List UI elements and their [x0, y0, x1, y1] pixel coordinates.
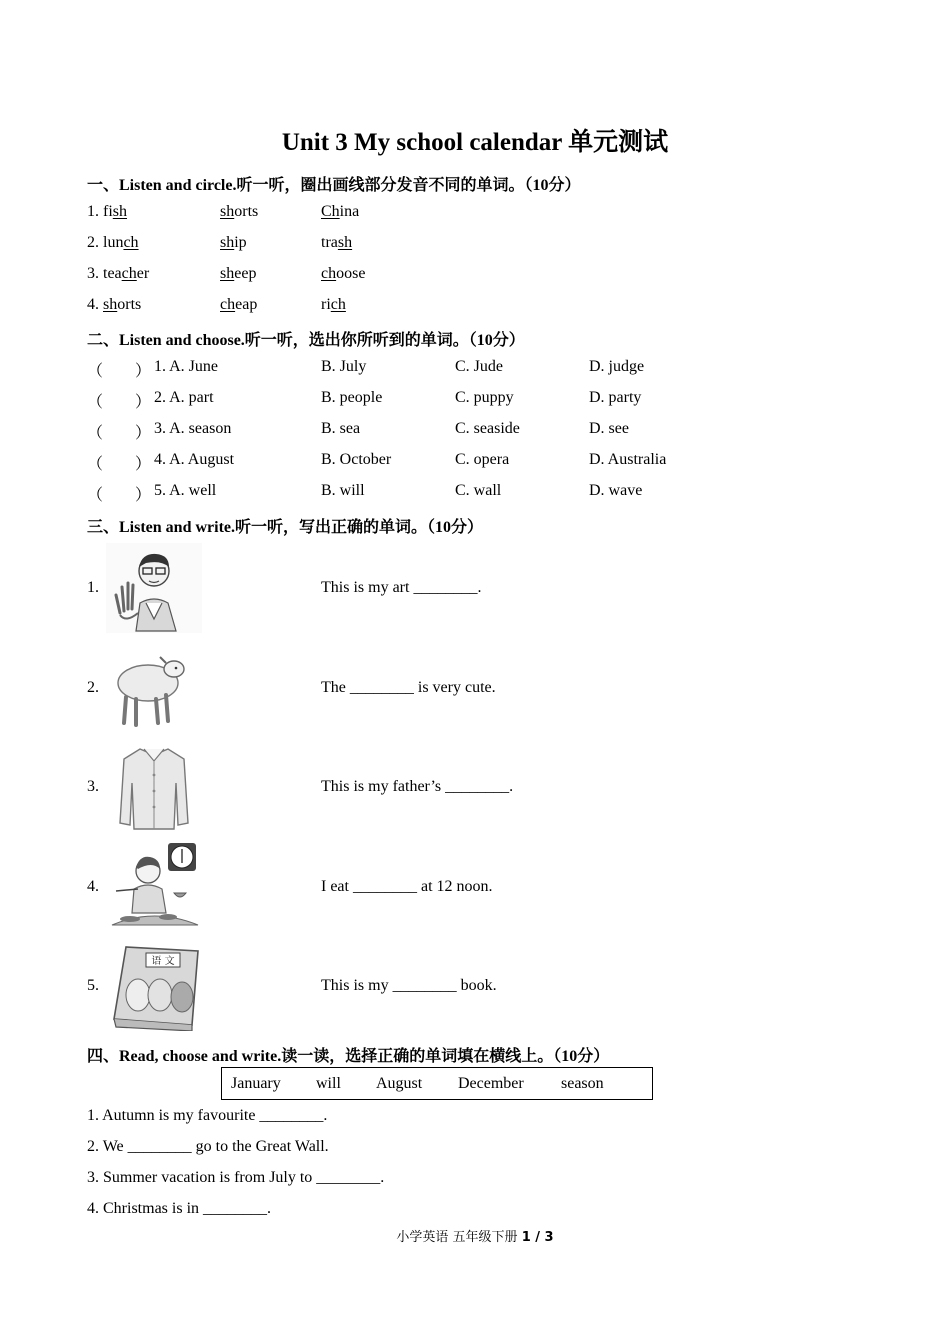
word-option	[321, 203, 359, 221]
option-b: B. July	[321, 358, 367, 375]
item-number: 3.	[87, 778, 99, 795]
answer-bracket: （ ）	[87, 487, 152, 504]
teacher-picture	[106, 543, 202, 633]
option-d: D. judge	[589, 358, 645, 375]
underlined-letters: ch	[123, 234, 139, 251]
underlined-letters: sh	[112, 203, 128, 220]
answer-bracket: （ ）	[87, 394, 152, 411]
underlined-letters: sh	[220, 265, 235, 282]
option-b: B. people	[321, 389, 383, 406]
underlined-letters: ch	[121, 265, 137, 282]
word-suffix: orts	[234, 203, 259, 220]
word-prefix: tra	[321, 234, 338, 251]
word-bank-item: January	[231, 1075, 281, 1092]
option-b: B. will	[321, 482, 365, 499]
item-number: 1.	[87, 203, 103, 220]
underlined-letters: Ch	[321, 203, 340, 220]
section4-heading: 四、Read, choose and write.读一读，选择正确的单词填在横线上。（10分）	[87, 1048, 610, 1065]
underlined-letters: sh	[337, 234, 353, 251]
word-option	[87, 234, 139, 252]
word-option	[87, 296, 141, 314]
option-d: D. see	[589, 420, 629, 437]
shirt-picture	[106, 743, 202, 833]
word-prefix: lun	[103, 234, 124, 251]
page-footer	[0, 1226, 950, 1245]
answer-bracket: （ ）	[87, 363, 152, 380]
word-bank-item: August	[376, 1075, 423, 1092]
option-c: C. opera	[455, 451, 510, 468]
word-bank-item: season	[561, 1075, 604, 1092]
lunch-boy-picture	[106, 841, 202, 931]
word-option	[220, 203, 258, 221]
word-option	[220, 296, 257, 314]
word-suffix: ina	[339, 203, 360, 220]
word-option	[220, 265, 256, 283]
underlined-letters: ch	[321, 265, 337, 282]
word-suffix: ip	[234, 234, 247, 251]
sheep-picture	[106, 643, 202, 733]
book-label: 语 文	[151, 956, 175, 967]
word-suffix: eap	[235, 296, 258, 313]
word-option	[321, 296, 346, 314]
answer-bracket: （ ）	[87, 456, 152, 473]
item-number: 3.	[87, 265, 103, 282]
item-number: 4.	[87, 878, 99, 895]
underlined-letters: sh	[103, 296, 118, 313]
footer-label: 小学英语 五年级下册	[396, 1230, 522, 1245]
word-suffix: er	[136, 265, 150, 282]
option-a: 3. A. season	[154, 420, 232, 437]
option-b: B. sea	[321, 420, 361, 437]
fill-sentence: I eat ________ at 12 noon.	[321, 878, 493, 895]
item-number: 1.	[87, 579, 99, 596]
option-a: 2. A. part	[154, 389, 214, 406]
fill-sentence: This is my art ________.	[321, 579, 482, 596]
option-a: 4. A. August	[154, 451, 235, 468]
fill-sentence: 4. Christmas is in ________.	[87, 1200, 272, 1217]
option-c: C. wall	[455, 482, 502, 499]
word-prefix: fi	[103, 203, 113, 220]
underlined-letters: ch	[220, 296, 236, 313]
item-number: 2.	[87, 234, 103, 251]
fill-sentence: This is my father’s ________.	[321, 778, 514, 795]
word-prefix: ri	[321, 296, 331, 313]
section1-heading: 一、Listen and circle.听一听，圈出画线部分发音不同的单词。（10分）	[87, 177, 581, 194]
item-number: 2.	[87, 679, 99, 696]
option-c: C. puppy	[455, 389, 514, 406]
fill-sentence: 1. Autumn is my favourite ________.	[87, 1107, 328, 1124]
word-option	[87, 265, 149, 283]
underlined-letters: sh	[220, 234, 235, 251]
item-number: 5.	[87, 977, 99, 994]
option-d: D. party	[589, 389, 642, 406]
fill-sentence: This is my ________ book.	[321, 977, 497, 994]
word-bank-item: December	[458, 1075, 524, 1092]
chinese-book-picture	[106, 941, 202, 1031]
item-number: 4.	[87, 296, 103, 313]
option-c: C. seaside	[455, 420, 520, 437]
option-a: 5. A. well	[154, 482, 217, 499]
word-suffix: oose	[336, 265, 366, 282]
page-title: Unit 3 My school calendar 单元测试	[281, 129, 669, 156]
answer-bracket: （ ）	[87, 425, 152, 442]
underlined-letters: sh	[220, 203, 235, 220]
word-option	[87, 203, 127, 221]
option-b: B. October	[321, 451, 392, 468]
section3-heading: 三、Listen and write.听一听，写出正确的单词。（10分）	[87, 519, 484, 536]
word-option	[220, 234, 247, 252]
underlined-letters: ch	[330, 296, 346, 313]
option-d: D. wave	[589, 482, 643, 499]
page-number: 1 / 3	[521, 1230, 554, 1245]
option-c: C. Jude	[455, 358, 503, 375]
word-bank-item: will	[316, 1075, 341, 1092]
section2-heading: 二、Listen and choose.听一听，选出你所听到的单词。（10分）	[87, 332, 525, 349]
word-option	[321, 234, 352, 252]
word-prefix: tea	[103, 265, 122, 282]
word-suffix: eep	[234, 265, 257, 282]
fill-sentence: The ________ is very cute.	[321, 679, 496, 696]
fill-sentence: 3. Summer vacation is from July to ________.	[87, 1169, 385, 1186]
option-a: 1. A. June	[154, 358, 218, 375]
word-option	[321, 265, 365, 283]
fill-sentence: 2. We ________ go to the Great Wall.	[87, 1138, 329, 1155]
word-suffix: orts	[117, 296, 142, 313]
option-d: D. Australia	[589, 451, 667, 468]
